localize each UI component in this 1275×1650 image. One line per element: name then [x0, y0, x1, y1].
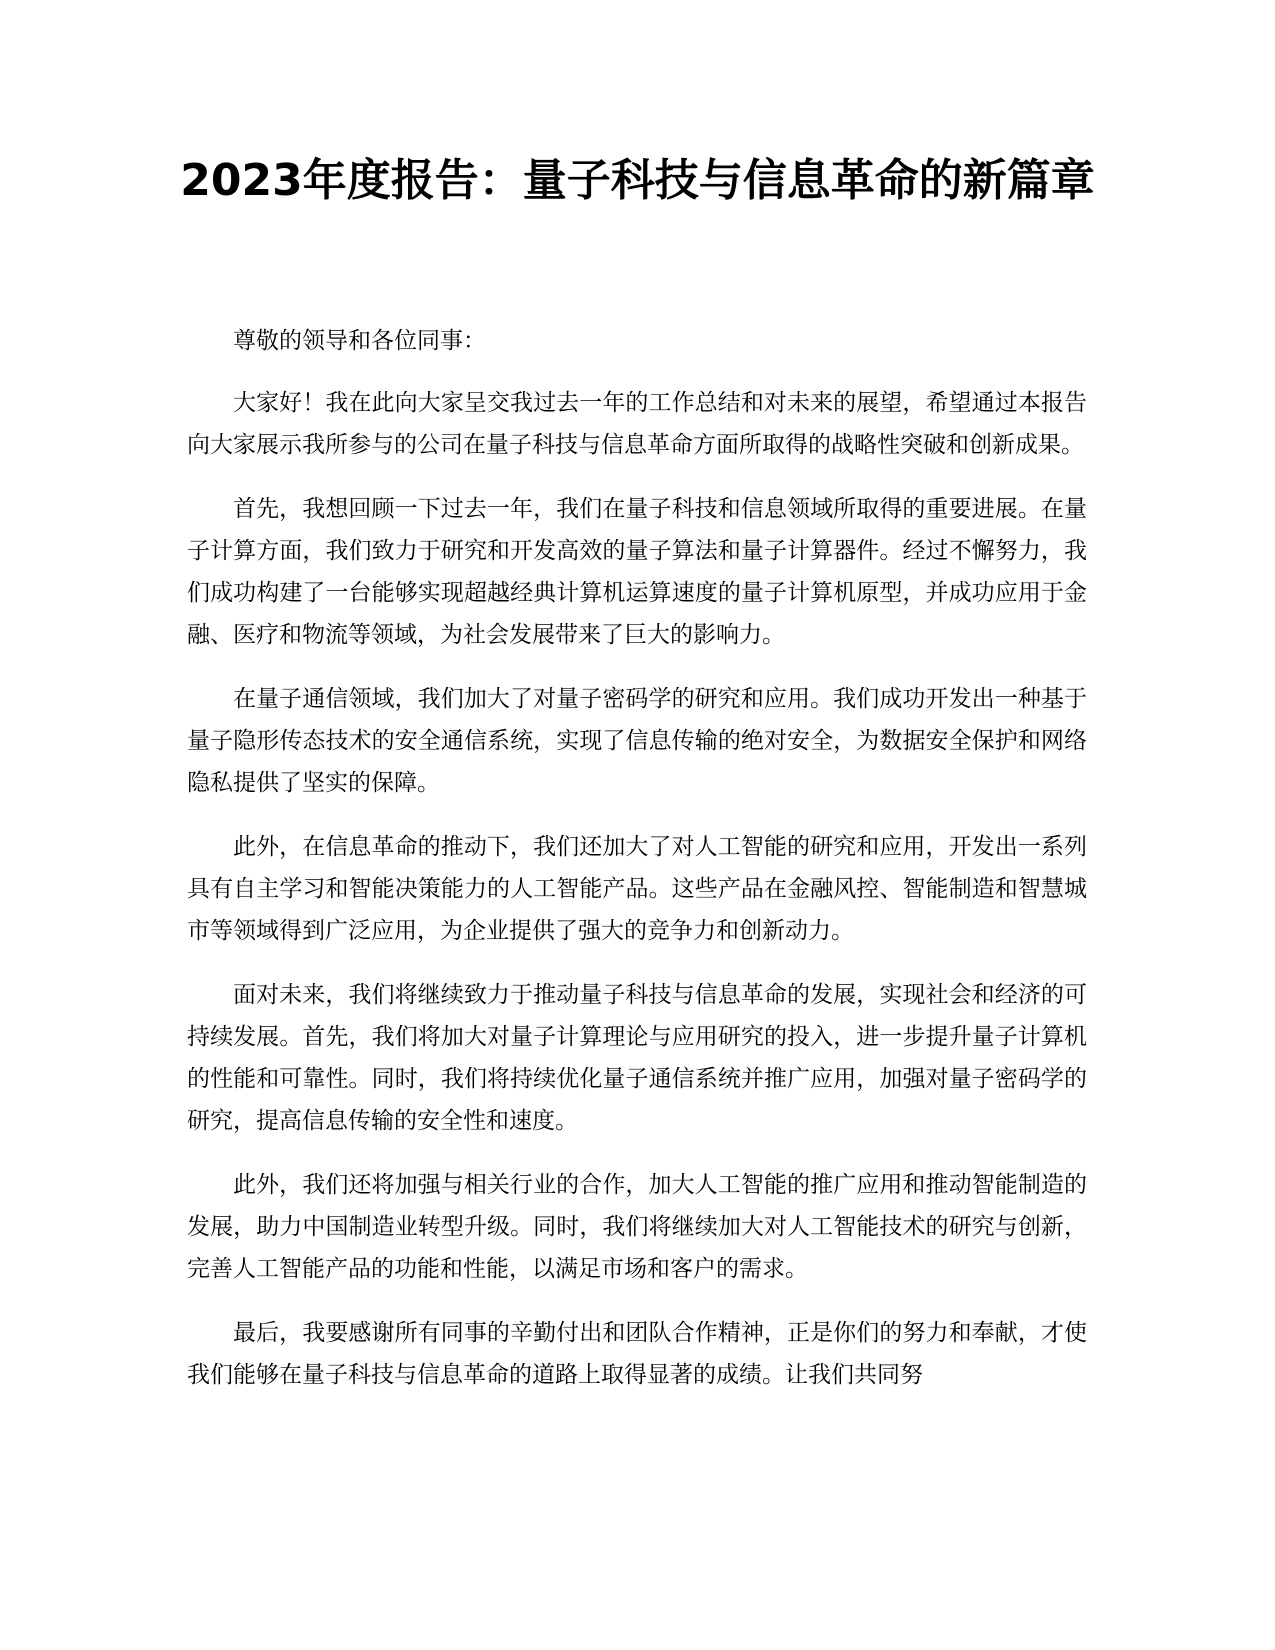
paragraph-6: 此外，我们还将加强与相关行业的合作，加大人工智能的推广应用和推动智能制造的发展，助力中国制造业转型升级。同时，我们将继续加大对人工智能技术的研究与创新，完善人工智能产品的功能和性能，以满足市场和客户的需求。 — [187, 1172, 1087, 1282]
salutation: 尊敬的领导和各位同事： — [233, 328, 486, 354]
paragraph-3: 在量子通信领域，我们加大了对量子密码学的研究和应用。我们成功开发出一种基于量子隐形传态技术的安全通信系统，实现了信息传输的绝对安全，为数据安全保护和网络隐私提供了坚实的保障。 — [187, 686, 1087, 796]
paragraph-5: 面对未来，我们将继续致力于推动量子科技与信息革命的发展，实现社会和经济的可持续发展。首先，我们将加大对量子计算理论与应用研究的投入，进一步提升量子计算机的性能和可靠性。同时，我们将持续优化量子通信系统并推广应用，加强对量子密码学的研究，提高信息传输的安全性和速度。 — [187, 982, 1087, 1134]
paragraph-4: 此外，在信息革命的推动下，我们还加大了对人工智能的研究和应用，开发出一系列具有自主学习和智能决策能力的人工智能产品。这些产品在金融风控、智能制造和智慧城市等领域得到广泛应用，为企业提供了强大的竞争力和创新动力。 — [187, 834, 1087, 944]
paragraph-7: 最后，我要感谢所有同事的辛勤付出和团队合作精神，正是你们的努力和奉献，才使我们能够在量子科技与信息革命的道路上取得显著的成绩。让我们共同努 — [187, 1320, 1087, 1388]
document-title: 2023年度报告：量子科技与信息革命的新篇章 — [180, 155, 1095, 206]
paragraph-2: 首先，我想回顾一下过去一年，我们在量子科技和信息领域所取得的重要进展。在量子计算方面，我们致力于研究和开发高效的量子算法和量子计算器件。经过不懈努力，我们成功构建了一台能够实现超越经典计算机运算速度的量子计算机原型，并成功应用于金融、医疗和物流等领域，为社会发展带来了巨大的影响力。 — [187, 496, 1087, 648]
paragraph-1: 大家好！我在此向大家呈交我过去一年的工作总结和对未来的展望，希望通过本报告向大家展示我所参与的公司在量子科技与信息革命方面所取得的战略性突破和创新成果。 — [187, 390, 1087, 458]
document-body — [187, 320, 1087, 1418]
